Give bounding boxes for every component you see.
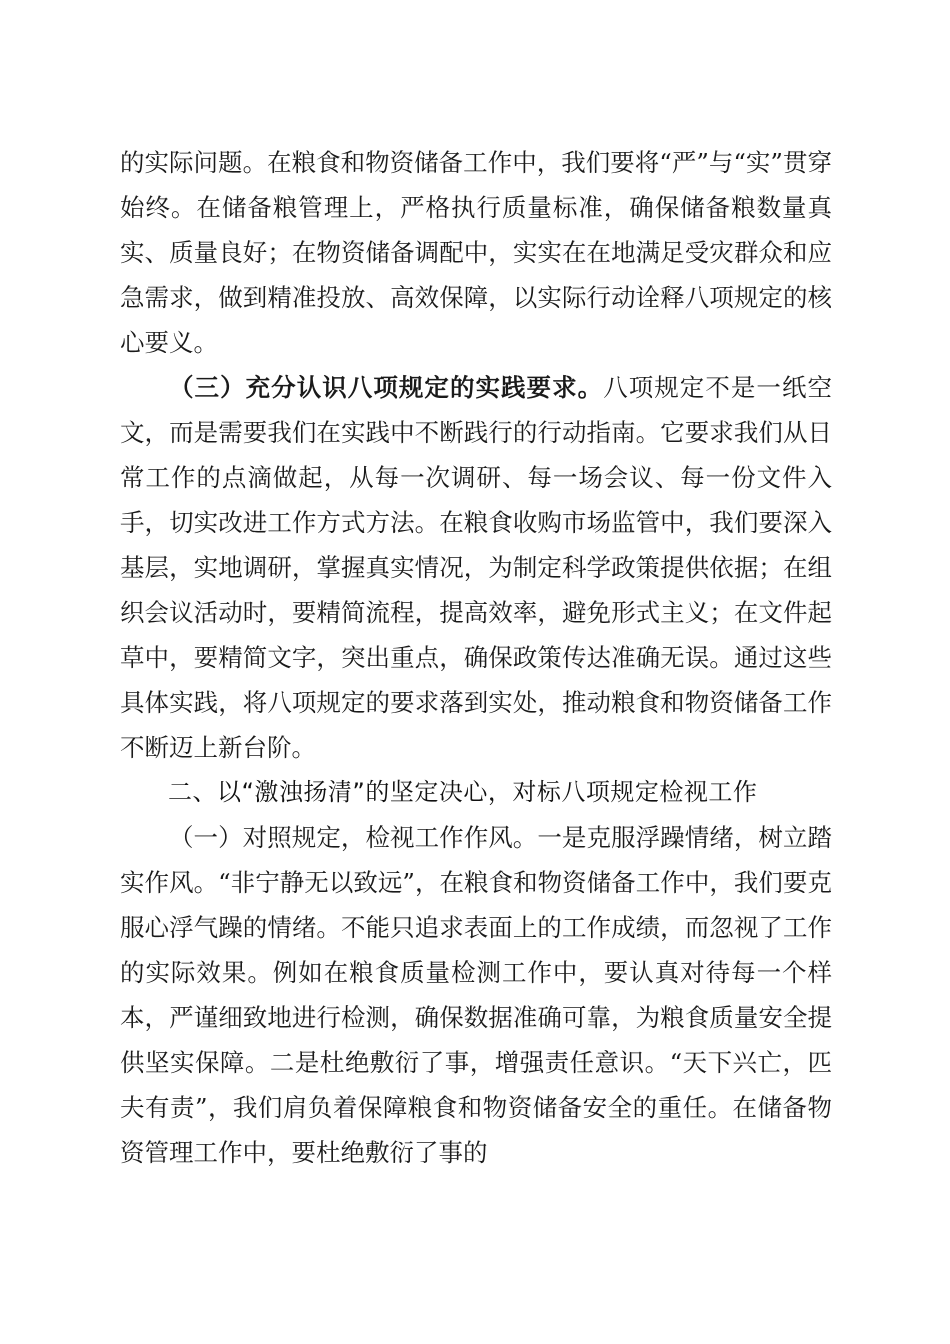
document-body [120,140,832,1175]
section-heading-2: 二、以“激浊扬清”的坚定决心，对标八项规定检视工作 [168,778,758,806]
subsection-body-3: 八项规定不是一纸空文，而是需要我们在实践中不断践行的行动指南。它要求我们从日常工作的点滴做起，从每一次调研、每一场会议、每一份文件入手，切实改进工作方式方法。在粮食收购市场监管中，我们要深入基层，实地调研，掌握真实情况，为制定科学政策提供依据；在组织会议活动时，要精简流程，提高效率，避免形式主义；在文件起草中，要精简文字，突出重点，确保政策传达准确无误。通过这些具体实践，将八项规定的要求落到实处，推动粮食和物资储备工作不断迈上新台阶。 [120,373,833,762]
paragraph-review-style: （一）对照规定，检视工作作风。一是克服浮躁情绪，树立踏实作风。“非宁静无以致远”，在粮食和物资储备工作中，我们要克服心浮气躁的情绪。不能只追求表面上的工作成绩，而忽视了工作的实际效果。例如在粮食质量检测工作中，要认真对待每一个样本，严谨细致地进行检测，确保数据准确可靠，为粮食质量安全提供坚实保障。二是杜绝敷衍了事，增强责任意识。“天下兴亡，匹夫有责”，我们肩负着保障粮食和物资储备安全的重任。在储备物资管理工作中，要杜绝敷衍了事的 [120,823,832,1167]
paragraph-practice-requirements [120,365,832,770]
subsection-heading-3: （三）充分认识八项规定的实践要求。 [169,373,604,402]
paragraph-continuation: 的实际问题。在粮食和物资储备工作中，我们要将“严”与“实”贯穿始终。在储备粮管理上，严格执行质量标准，确保储备粮数量真实、质量良好；在物资储备调配中，实实在在地满足受灾群众和应急需求，做到精准投放、高效保障，以实际行动诠释八项规定的核心要义。 [120,148,832,357]
